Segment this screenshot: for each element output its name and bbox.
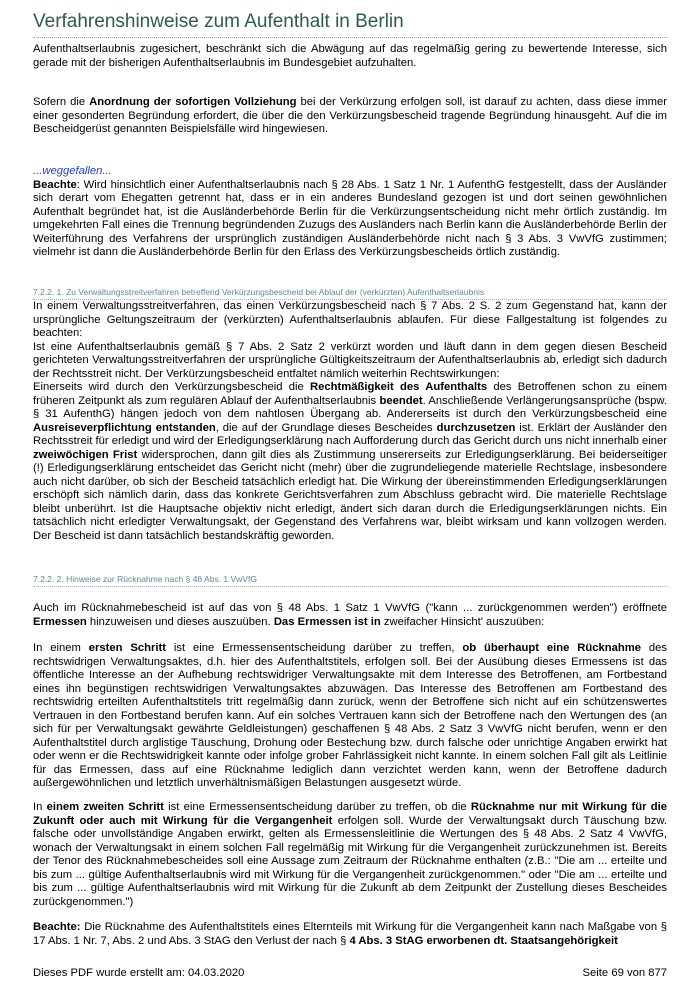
title-divider bbox=[33, 37, 667, 38]
page-title: Verfahrenshinweise zum Aufenthalt in Berlin bbox=[33, 11, 404, 32]
section-heading-7-2-2-1[interactable]: 7.2.2. 1. Zu Verwaltungsstreitverfahren betreffend Verkürzungsbescheid bei Ablauf der (verkürzten) Aufenthaltserlaubnis bbox=[33, 287, 485, 297]
section-heading-7-2-2-2[interactable]: 7.2.2. 2. Hinweise zur Rücknahme nach § 48 Abs. 1 VwVfG bbox=[33, 574, 257, 584]
footer-created-date: Dieses PDF wurde erstellt am: 04.03.2020 bbox=[33, 967, 245, 979]
paragraph-beachte-zustaendigkeit: ...weggefallen... Beachte: Wird hinsichtlich einer Aufenthaltserlaubnis nach § 28 Abs. 1 Satz 1 Nr. 1 AufenthG festgestellt, dass der Ausländer sich derart vom Ehegatten getrennt hat, dass er in ein anderes Bundesland gezogen ist und dort seinen gewöhnlichen Aufenthalt begründet hat, ist die Ausländerbehörde Berlin für die Verkürzungsentscheidung nicht mehr örtlich zuständig. Im umgekehrten Fall eines die Trennung begründenden Zuzugs des Ausländers nach Berlin kann die Ausländerbehörde Berlin der Weiterführung des Verfahrens der ursprünglich zuständigen Ausländerbehörde nicht nach § 3 Abs. 3 VwVfG zustimmen; vielmehr ist dann die Ausländerbehörde Berlin für den Erlass des Verkürzungsbescheids örtlich zuständig. bbox=[33, 165, 667, 258]
paragraph-erster-schritt: In einem ersten Schritt ist eine Ermessensentscheidung darüber zu treffen, ob überhaupt eine Rücknahme des rechtswidrigen Verwaltungsaktes, d.h. hier des Aufenthaltstitels, erfolgen soll. Bei der Ausübung dieses Ermessens ist das öffentliche Interesse an der Aufhebung rechtswidriger Verwaltungsakte mit dem Interesse des Betroffenen, am Fortbestand eines ihn begünstigen rechtswidrigen Verwaltungsaktes abzuwägen. Das Interesse des Betroffenen am Fortbestand des rechtswidrig erteilten Aufenthaltstitels tritt regelmäßig dann zurück, wenn der Betroffene sich nicht auf ein schützenswertes Vertrauen in den Fortbestand berufen kann. Auf ein solches Vertrauen kann sich der Betroffene nach den Wertungen des (an sich für per Verwaltungsakt gewährte Geldleistungen) geschaffenen § 48 Abs. 2 Satz 3 VwVfG nicht berufen, wenn er den Aufenthaltstitel durch arglistige Täuschung, Drohung oder Bestechung bzw. durch falsche oder unrichtige Angaben erwirkt hat oder wenn er die Rechtswidrigkeit kannte oder infolge grober Fahrlässigkeit nicht kannte. In einem solchen Fall gilt als Leitlinie für das Ermessen, dass auf eine Rücknahme lediglich dann verzichtet werden kann, wenn der Betroffene dadurch außergewöhnlichen und letztlich unverhältnismäßigen Belastungen ausgesetzt würde. bbox=[33, 642, 667, 789]
paragraph-sofortige-vollziehung: Sofern die Anordnung der sofortigen Vollziehung bei der Verkürzung erfolgen soll, ist darauf zu achten, dass diese immer einer gesonderten Begründung erfordert, die über die den Verkürzungsbescheid tragende Begründung hinausgeht. Auf die im Bescheidgerüst genannten Beispielsfälle wird hingewiesen. bbox=[33, 96, 667, 135]
paragraph-beachte-staatsangehoerigkeit: Beachte: Die Rücknahme des Aufenthaltstitels eines Elternteils mit Wirkung für die Vergangenheit kann nach Maßgabe von § 17 Abs. 1 Nr. 7, Abs. 2 und Abs. 3 StAG den Verlust der nach § 4 Abs. 3 StAG erworbenen dt. Staatsangehörigkeit bbox=[33, 921, 667, 947]
footer-page-number: Seite 69 von 877 bbox=[582, 967, 667, 979]
section-7-2-2-1-body: In einem Verwaltungsstreitverfahren, das einen Verkürzungsbescheid nach § 7 Abs. 2 S. 2 zum Gegenstand hat, kann der ursprüngliche Geltungszeitraum der (verkürzten) Aufenthaltserlaubnis ablaufen. Für diese Fallgestaltung ist folgendes zu beachten: Ist eine Aufenthaltserlaubnis gemäß § 7 Abs. 2 Satz 2 verkürzt worden und läuft dann in dem gegen diesen Bescheid gerichteten Verwaltungsstreitverfahren der ursprüngliche Gültigkeitszeitraum der Aufenthaltserlaubnis ab, erledigt sich dadurch der Rechtsstreit nicht. Der Verkürzungsbescheid entfaltet nämlich weiterhin Rechtswirkungen: Einerseits wird durch den Verkürzungsbescheid die Rechtmäßigkeit des Aufenthalts des Betroffenen schon zu einem früheren Zeitpunkt als zum regulären Ablauf der Aufenthaltserlaubnis beendet. Anschließende Verlängerungsansprüche (bspw. § 31 AufenthG) hängen jedoch von dem nahtlosen Übergang ab. Andererseits ist durch den Verkürzungsbescheid eine Ausreiseverpflichtung entstanden, die auf der Grundlage dieses Bescheides durchzusetzen ist. Erklärt der Ausländer den Rechtsstreit für erledigt und wird der Erledigungserklärung nach Aufforderung durch das Gericht durch uns nicht innerhalb einer zweiwöchigen Frist widersprochen, dann gilt dies als Zustimmung unsererseits zur Erledigungserklärung. Bei beiderseitiger (!) Erledigungserklärung entscheidet das Gericht nicht (mehr) über die zugrundeliegende materielle Rechtslage, insbesondere auch nicht darüber, ob sich der Bescheid tatsächlich erledigt hat. Die Wirkung der übereinstimmenden Erledigungserklärungen erschöpft sich nämlich darin, dass das konkrete Gerichtsverfahren zum Abschluss gebracht wird. Die materielle Rechtslage bleibt unberührt. Ist die Hauptsache objektiv nicht erledigt, ändert sich daran durch die Erledigungserklärungen nichts. Ein tatsächlich nicht erledigter Verwaltungsakt, der Gegenstand des Verfahrens war, bleibt wirksam und kann vollzogen werden. Der Bescheid ist dann tatsächlich bestandskräftig geworden. bbox=[33, 300, 668, 542]
paragraph-zweiter-schritt: In einem zweiten Schritt ist eine Ermessensentscheidung darüber zu treffen, ob die Rücknahme nur mit Wirkung für die Zukunft oder auch mit Wirkung für die Vergangenheit erfolgen soll. Wurde der Verwaltungsakt durch Täuschung bzw. falsche oder unvollständige Angaben erwirkt, gelten als Ermessensleitlinie die Wertungen des § 48 Abs. 2 Satz 4 VwVfG, wonach der Verwaltungsakt in einem solchen Fall regelmäßig mit Wirkung für die Vergangenheit zurückzunehmen ist. Bereits der Tenor des Rücknahmebescheides soll eine Aussage zum Zeitraum der Rücknahme enthalten (z.B.: "Die am ... erteilte und bis zum ... gültige Aufenthaltserlaubnis wird mit Wirkung für die Vergangenheit zurückgenommen." oder "Die am ... erteilte und bis zum ... gültige Aufenthaltserlaubnis wird mit Wirkung für die Zukunft ab dem Zeitpunkt der Zustellung dieses Bescheides zurückgenommen.") bbox=[33, 801, 668, 908]
paragraph-ermessen: Auch im Rücknahmebescheid ist auf das von § 48 Abs. 1 Satz 1 VwVfG ("kann ... zurückgenommen werden") eröffnete Ermessen hinzuweisen und dieses auszuüben. Das Ermessen ist in zweifacher Hinsicht' auszuüben: bbox=[33, 602, 667, 628]
weggefallen-link[interactable]: ...weggefallen... bbox=[33, 165, 112, 177]
section-divider bbox=[33, 586, 667, 587]
paragraph-intro: Aufenthaltserlaubnis zugesichert, beschränkt sich die Abwägung auf das regelmäßig gering zu bewertende Interesse, sich gerade mit der bisherigen Aufenthaltserlaubnis im Bundesgebiet aufzuhalten. bbox=[33, 43, 667, 69]
